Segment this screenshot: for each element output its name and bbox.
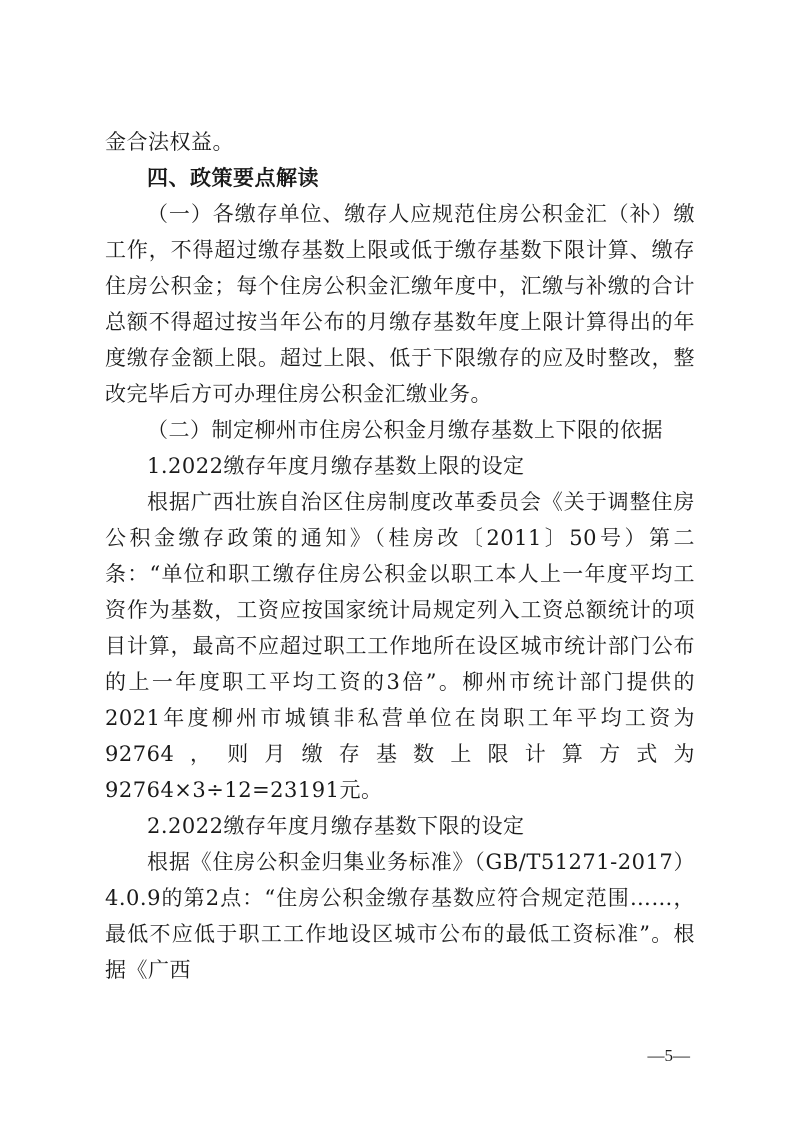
section-heading: 四、政策要点解读 xyxy=(147,166,319,190)
paragraph-upper-limit-title: 1.2022缴存年度月缴存基数上限的设定 xyxy=(147,454,525,478)
paragraph-upper-limit-body: 根据广西壮族自治区住房制度改革委员会《关于调整住房公积金缴存政策的通知》（桂房改〔2011〕50号）第二条：“单位和职工缴存住房公积金以职工本人上一年度平均工资作为基数，工资应按国家统计局规定列入工资总额统计的项目计算，最高不应超过职工工作地所在设区城市统计部门公布的上一年度职工平均工资的3倍”。柳州市统计部门提供的2021年度柳州市城镇非私营单位在岗职工年平均工资为92764，则月缴存基数上限计算方式为92764×3÷12=23191元。 xyxy=(105,490,695,802)
continuation-text: 金合法权益。 xyxy=(105,130,234,154)
paragraph-lower-limit-body: 根据《住房公积金归集业务标准》（GB/T51271-2017）4.0.9的第2点：“住房公积金缴存基数应符合规定范围……，最低不应低于职工工作地设区城市公布的最低工资标准”。根据《广西 xyxy=(105,850,695,982)
document-body xyxy=(105,124,695,988)
page-number: —5— xyxy=(647,1046,690,1065)
paragraph-policy-2-title: （二）制定柳州市住房公积金月缴存基数上下限的依据 xyxy=(147,418,663,442)
paragraph-policy-1: （一）各缴存单位、缴存人应规范住房公积金汇（补）缴工作，不得超过缴存基数上限或低于缴存基数下限计算、缴存住房公积金；每个住房公积金汇缴年度中，汇缴与补缴的合计总额不得超过按当年公布的月缴存基数年度上限计算得出的年度缴存金额上限。超过上限、低于下限缴存的应及时整改，整改完毕后方可办理住房公积金汇缴业务。 xyxy=(105,202,695,406)
paragraph-lower-limit-title: 2.2022缴存年度月缴存基数下限的设定 xyxy=(147,814,525,838)
